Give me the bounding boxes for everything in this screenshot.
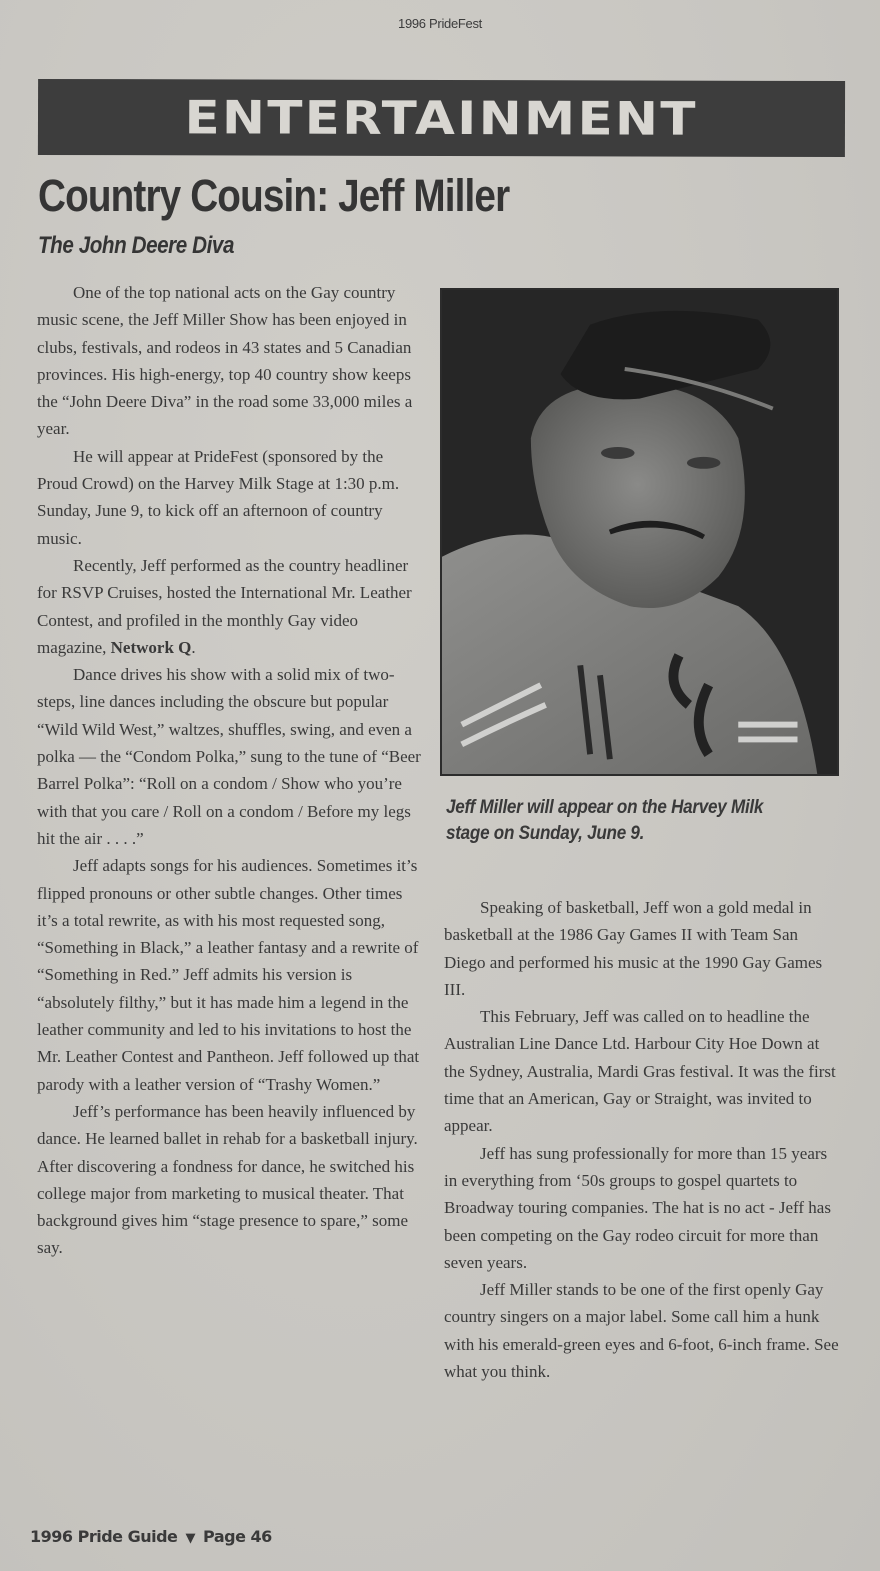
article-headline: Country Cousin: Jeff Miller [38,170,510,221]
paragraph: One of the top national acts on the Gay country music scene, the Jeff Miller Show has been enjoyed in clubs, festivals, and rodeos in 43 states and 5 Canadian provinces. His high-energy, top 40 country show keeps the “John Deere Diva” in the road some 33,000 miles a year. [37,283,413,439]
right-column [444,894,840,1385]
photo-caption [446,795,806,847]
paragraph: This February, Jeff was called on to headline the Australian Line Dance Ltd. Harbour City Hoe Down at the Sydney, Australia, Mardi Gras festival. It was the first time that an American, Gay or Straight, was invited to appear. [444,1007,836,1136]
paragraph [37,552,427,661]
paragraph: Speaking of basketball, Jeff won a gold medal in basketball at the 1986 Gay Games II with Team San Diego and performed his music at the 1990 Gay Games III. [444,898,823,999]
section-banner-title: ENTERTAINMENT [184,90,699,146]
publication-name: 1996 Pride Guide [30,1527,178,1546]
paragraph: Dance drives his show with a solid mix of two-steps, line dances including the obscure but popular “Wild Wild West,” waltzes, shuffles, swing, and even a polka — the “Condom Polka,” sung to the tune of “Beer Barrel Polka”: “Roll on a condom / Show who you’re with that you care / Roll on a condom / Before my legs hit the air . . . .” [37,665,421,848]
paragraph: Jeff has sung professionally for more than 15 years in everything from ‘50s groups to gospel quartets to Broadway touring companies. The hat is no act - Jeff has been competing on the Gay rodeo circuit for more than seven years. [444,1143,831,1272]
portrait-photo [440,288,839,776]
left-column [37,279,427,1262]
paragraph: He will appear at PrideFest (sponsored by the Proud Crowd) on the Harvey Milk Stage at 1:30 p.m. Sunday, June 9, to kick off an afternoon of country music. [37,446,400,548]
article-subhead: The John Deere Diva [38,232,235,259]
triangle-down-icon: ▼ [185,1531,195,1546]
paragraph-text: Recently, Jeff performed as the country headliner for RSVP Cruises, hosted the International Mr. Leather Contest, and profiled in the monthly Gay video magazine, [37,555,412,657]
caption-line: Jeff Miller will appear on the Harvey Milk [446,797,764,818]
page-number: Page 46 [203,1527,272,1546]
magazine-name: Network Q [110,637,192,657]
caption-line: stage on Sunday, June 9. [446,823,645,844]
page-footer [30,1527,272,1546]
section-banner [38,79,845,157]
paragraph-end: . [191,637,196,657]
paragraph: Jeff Miller stands to be one of the first openly Gay country singers on a major label. Some call him a hunk with his emerald-green eyes and 6-foot, 6-inch frame. See what you think. [444,1280,839,1382]
paragraph: Jeff adapts songs for his audiences. Sometimes it’s flipped pronouns or other subtle changes. Other times it’s a total rewrite, as with his most requested song, “Something in Black,” a leather fantasy and a rewrite of “Something in Red.” Jeff admits his version is “absolutely filthy,” but it has made him a legend in the leather community and led to his invitations to host the Mr. Leather Contest and Pantheon. Jeff followed up that parody with a leather version of “Trashy Women.” [37,856,420,1094]
portrait-illustration [442,290,837,774]
paragraph: Jeff’s performance has been heavily influenced by dance. He learned ballet in rehab for a basketball injury. After discovering a fondness for dance, he switched his college major from marketing to musical theater. That background gives him “stage presence to spare,” some say. [37,1101,418,1258]
running-head: 1996 PrideFest [398,16,482,31]
